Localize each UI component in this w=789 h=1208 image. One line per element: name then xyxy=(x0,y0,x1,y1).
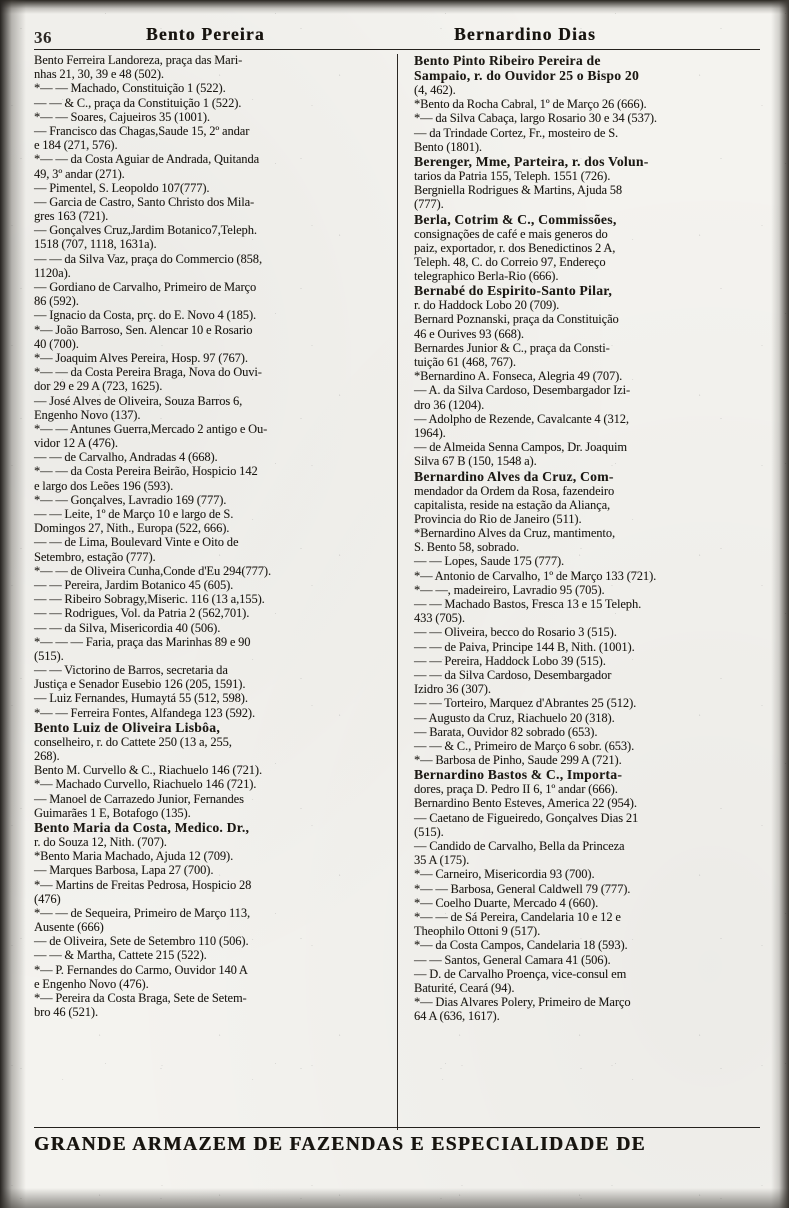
directory-entry-line: — Marques Barbosa, Lapa 27 (700). xyxy=(34,863,214,878)
directory-entry-line: Izidro 36 (307). xyxy=(414,682,491,697)
directory-entry-line: *— Coelho Duarte, Mercado 4 (660). xyxy=(414,895,599,910)
directory-entry-line: (515). xyxy=(414,824,444,839)
scan-edge-right xyxy=(771,0,789,1208)
directory-entry-line: — Barata, Ouvidor 82 sobrado (653). xyxy=(414,724,598,739)
running-head-left: Bento Pereira xyxy=(146,24,265,44)
directory-entry-line: — Francisco das Chagas,Saude 15, 2º andar xyxy=(34,123,250,138)
directory-entry-line: Justiça e Senador Eusebio 126 (205, 1591). xyxy=(34,677,246,692)
page-content xyxy=(34,22,760,1182)
directory-entry-line: consignações de café e mais generos do xyxy=(414,226,608,241)
directory-entry-line: paiz, exportador, r. dos Benedictinos 2 A, xyxy=(414,240,616,255)
directory-entry-line: Bento Maria da Costa, Medico. Dr., xyxy=(34,819,250,835)
directory-entry-line: *— — — Faria, praça das Marinhas 89 e 90 xyxy=(34,634,251,649)
directory-entry-line: — da Trindade Cortez, Fr., mosteiro de S. xyxy=(414,125,619,140)
directory-entry-line: *— — de Oliveira Cunha,Conde d'Eu 294(777). xyxy=(34,563,272,578)
directory-entry-line: *— Dias Alvares Polery, Primeiro de Março xyxy=(414,995,631,1010)
directory-entry-line: r. do Haddock Lobo 20 (709). xyxy=(414,298,560,313)
directory-entry-line: Domingos 27, Nith., Europa (522, 666). xyxy=(34,521,230,536)
directory-entry-line: e largo dos Leões 196 (593). xyxy=(34,478,174,493)
scan-edge-left xyxy=(0,0,26,1208)
directory-entry-line: gres 163 (721). xyxy=(34,209,109,224)
running-head-right: Bernardino Dias xyxy=(454,24,596,44)
directory-entry-line: *— Martins de Freitas Pedrosa, Hospicio 28 xyxy=(34,877,252,892)
directory-entry-line: Bento (1801). xyxy=(414,139,482,154)
directory-entry-line: Bento Luiz de Oliveira Lisbôa, xyxy=(34,719,221,735)
directory-entry-line: — — da Silva Cardoso, Desembargador xyxy=(414,667,612,682)
directory-entry-line: Berenger, Mme, Parteira, r. dos Volun- xyxy=(414,153,649,169)
directory-entry-line: *— da Silva Cabaça, largo Rosario 30 e 34 (537). xyxy=(414,111,657,126)
directory-entry-line: — — Pereira, Haddock Lobo 39 (515). xyxy=(414,653,606,668)
directory-entry-line: r. do Souza 12, Nith. (707). xyxy=(34,834,167,849)
directory-entry-line: — Caetano de Figueiredo, Gonçalves Dias 21 xyxy=(414,810,639,825)
directory-entry-line: 49, 3º andar (271). xyxy=(34,166,125,181)
directory-entry-line: *— Carneiro, Misericordia 93 (700). xyxy=(414,867,595,882)
directory-entry-line: — — Pereira, Jardim Botanico 45 (605). xyxy=(34,577,234,592)
directory-entry-line: *— Machado Curvello, Riachuelo 146 (721). xyxy=(34,777,257,792)
directory-entry-line: e 184 (271, 576). xyxy=(34,138,118,153)
directory-entry-line: — — Rodrigues, Vol. da Patria 2 (562,701). xyxy=(34,606,250,621)
directory-entry-line: 433 (705). xyxy=(414,611,465,626)
directory-entry-line: *— — Soares, Cajueiros 35 (1001). xyxy=(34,109,210,124)
directory-entry-line: 64 A (636, 1617). xyxy=(414,1009,500,1024)
directory-entry-line: *— — Barbosa, General Caldwell 79 (777). xyxy=(414,881,631,896)
directory-column-right xyxy=(397,54,760,1130)
directory-entry-line: — Luiz Fernandes, Humaytá 55 (512, 598). xyxy=(34,691,248,706)
directory-entry-line: 1518 (707, 1118, 1631a). xyxy=(34,237,157,252)
directory-entry-line: Guimarães 1 E, Botafogo (135). xyxy=(34,805,191,820)
directory-entry-line: *— João Barroso, Sen. Alencar 10 e Rosario xyxy=(34,322,253,337)
directory-entry-line: — — Victorino de Barros, secretaria da xyxy=(34,663,228,678)
scan-edge-bottom xyxy=(0,1188,789,1208)
directory-entry-line: Bernard Poznanski, praça da Constituição xyxy=(414,312,619,327)
page-header xyxy=(34,22,760,48)
directory-entry-line: — Pimentel, S. Leopoldo 107(777). xyxy=(34,180,210,195)
directory-column-left xyxy=(34,54,397,1130)
directory-entry-line: Bento M. Curvello & C., Riachuelo 146 (721). xyxy=(34,763,263,778)
directory-entry-line: Sampaio, r. do Ouvidor 25 o Bispo 20 xyxy=(414,68,640,83)
directory-entry-line: *— — de Sá Pereira, Candelaria 10 e 12 e xyxy=(414,909,621,924)
directory-entry-line: Setembro, estação (777). xyxy=(34,549,156,564)
directory-entry-line: *— Joaquim Alves Pereira, Hosp. 97 (767). xyxy=(34,350,248,365)
directory-entry-line: telegraphico Berla-Rio (666). xyxy=(414,269,559,284)
directory-entry-line: *— Antonio de Carvalho, 1º de Março 133 (721). xyxy=(414,568,657,583)
directory-entry-line: — Adolpho de Rezende, Cavalcante 4 (312, xyxy=(414,411,629,426)
directory-entry-line: (4, 462). xyxy=(414,83,456,97)
directory-entry-line: — — de Carvalho, Andradas 4 (668). xyxy=(34,450,218,465)
directory-entry-line: — — da Silva Vaz, praça do Commercio (858, xyxy=(34,251,262,266)
directory-entry-line: Bernardino Bento Esteves, America 22 (954). xyxy=(414,796,637,811)
directory-entry-line: *Bernardino Alves da Cruz, mantimento, xyxy=(414,526,616,541)
directory-entry-line: — D. de Carvalho Proença, vice-consul em xyxy=(414,966,627,981)
directory-entry-line: *— da Costa Campos, Candelaria 18 (593). xyxy=(414,938,628,953)
directory-entry-line: Bernardino Bastos & C., Importa- xyxy=(414,767,623,783)
directory-entry-line: — Ignacio da Costa, prç. do E. Novo 4 (185). xyxy=(34,308,257,323)
directory-entry-line: — Augusto da Cruz, Riachuelo 20 (318). xyxy=(414,710,615,725)
directory-entry-line: *— — Gonçalves, Lavradio 169 (777). xyxy=(34,492,227,507)
directory-entry-line: dores, praça D. Pedro II 6, 1º andar (666). xyxy=(414,782,618,797)
directory-entry-line: Provincia do Rio de Janeiro (511). xyxy=(414,511,582,526)
directory-entry-line: Bernardes Junior & C., praça da Consti- xyxy=(414,340,610,355)
footer-banner-text: GRANDE ARMAZEM DE FAZENDAS E ESPECIALIDADE DE xyxy=(34,1134,646,1155)
directory-entry-line: — Manoel de Carrazedo Junior, Fernandes xyxy=(34,791,244,806)
directory-entry-line: *— — Ferreira Fontes, Alfandega 123 (592). xyxy=(34,705,256,720)
directory-entry-line: capitalista, reside na estação da Aliança, xyxy=(414,497,611,512)
directory-entry-line: — — Torteiro, Marquez d'Abrantes 25 (512). xyxy=(414,696,637,711)
directory-entry-line: 1964). xyxy=(414,425,446,440)
directory-entry-line: — Garcia de Castro, Santo Christo dos Mila- xyxy=(34,194,255,209)
directory-entry-line: — — Ribeiro Sobragy,Miseric. 116 (13 a,155). xyxy=(34,592,265,607)
directory-entry-line: *— — da Costa Pereira Braga, Nova do Ouvi- xyxy=(34,365,262,380)
directory-entry-line: — — & C., praça da Constituição 1 (522). xyxy=(34,95,242,110)
directory-entry-line: nhas 21, 30, 39 e 48 (502). xyxy=(34,67,164,82)
directory-entry-line: 46 e Ourives 93 (668). xyxy=(414,326,524,341)
directory-entry-line: Bento Pinto Ribeiro Pereira de xyxy=(414,53,601,68)
directory-entry-line: — — & C., Primeiro de Março 6 sobr. (653). xyxy=(414,738,635,753)
directory-entry-line: Engenho Novo (137). xyxy=(34,407,141,422)
header-rule xyxy=(34,49,760,50)
directory-entry-line: (777). xyxy=(414,197,444,212)
directory-entry-line: Baturité, Ceará (94). xyxy=(414,980,515,995)
folio-number: 36 xyxy=(34,28,52,47)
directory-entry-line: 1120a). xyxy=(34,265,71,280)
directory-columns xyxy=(34,54,760,1130)
directory-entry-line: dor 29 e 29 A (723, 1625). xyxy=(34,379,163,394)
directory-entry-line: — — Leite, 1º de Março 10 e largo de S. xyxy=(34,507,234,521)
directory-entry-line: — — Santos, General Camara 41 (506). xyxy=(414,952,611,967)
directory-entry-line: *— — Machado, Constituição 1 (522). xyxy=(34,81,226,96)
directory-entry-line: *— — de Sequeira, Primeiro de Março 113, xyxy=(34,905,251,920)
directory-entry-line: Bento Ferreira Landoreza, praça das Mari- xyxy=(34,53,243,67)
directory-entry-line: (515). xyxy=(34,648,64,663)
directory-entry-line: Theophilo Ottoni 9 (517). xyxy=(414,924,541,939)
directory-entry-line: — José Alves de Oliveira, Souza Barros 6, xyxy=(34,393,243,408)
page-footer xyxy=(34,1127,760,1176)
directory-entry-line: *— — da Costa Aguiar de Andrada, Quitanda xyxy=(34,152,260,167)
directory-entry-line: *— Pereira da Costa Braga, Sete de Setem- xyxy=(34,991,247,1005)
directory-entry-line: — — Machado Bastos, Fresca 13 e 15 Teleph. xyxy=(414,597,642,611)
directory-entry-line: conselheiro, r. do Cattete 250 (13 a, 255, xyxy=(34,734,232,749)
directory-entry-line: — — da Silva, Misericordia 40 (506). xyxy=(34,620,221,635)
directory-entry-line: *Bento da Rocha Cabral, 1º de Março 26 (666). xyxy=(414,97,647,112)
directory-entry-line: — Candido de Carvalho, Bella da Princeza xyxy=(414,839,625,853)
directory-entry-line: Bernabé do Espirito-Santo Pilar, xyxy=(414,283,613,299)
directory-entry-line: S. Bento 58, sobrado. xyxy=(414,540,520,555)
directory-entry-line: tuição 61 (468, 767). xyxy=(414,355,516,369)
directory-entry-line: — Gordiano de Carvalho, Primeiro de Março xyxy=(34,280,257,294)
directory-entry-line: *Bento Maria Machado, Ajuda 12 (709). xyxy=(34,849,234,864)
directory-entry-line: — Gonçalves Cruz,Jardim Botanico7,Teleph. xyxy=(34,223,257,238)
directory-entry-line: *— Barbosa de Pinho, Saude 299 A (721). xyxy=(414,753,622,768)
directory-entry-line: Berla, Cotrim & C., Commissões, xyxy=(414,211,617,227)
directory-entry-line: Ausente (666) xyxy=(34,920,104,935)
directory-entry-line: Bernardino Alves da Cruz, Com- xyxy=(414,468,614,484)
directory-entry-line: (476) xyxy=(34,891,61,906)
directory-entry-line: — — de Paiva, Principe 144 B, Nith. (1001). xyxy=(414,639,635,654)
directory-entry-line: tarios da Patria 155, Teleph. 1551 (726). xyxy=(414,168,611,183)
directory-entry-line: — de Oliveira, Sete de Setembro 110 (506). xyxy=(34,934,249,949)
directory-entry-line: Bergniella Rodrigues & Martins, Ajuda 58 xyxy=(414,183,623,198)
directory-entry-line: *— — da Costa Pereira Beirão, Hospicio 142 xyxy=(34,464,258,479)
directory-entry-line: dro 36 (1204). xyxy=(414,397,485,412)
scan-edge-top xyxy=(0,0,789,14)
directory-entry-line: e Engenho Novo (476). xyxy=(34,976,149,991)
directory-entry-line: Teleph. 48, C. do Correio 97, Endereço xyxy=(414,254,606,269)
directory-entry-line: 35 A (175). xyxy=(414,853,470,868)
directory-entry-line: Silva 67 B (150, 1548 a). xyxy=(414,454,537,469)
directory-entry-line: — — Lopes, Saude 175 (777). xyxy=(414,554,565,569)
directory-entry-line: — de Almeida Senna Campos, Dr. Joaquim xyxy=(414,440,628,455)
directory-entry-line: — A. da Silva Cardoso, Desembargador Izi- xyxy=(414,383,631,398)
directory-entry-line: *Bernardino A. Fonseca, Alegria 49 (707). xyxy=(414,369,623,384)
directory-entry-line: mendador da Ordem da Rosa, fazendeiro xyxy=(414,483,615,498)
directory-entry-line: *— — Antunes Guerra,Mercado 2 antigo e Ou- xyxy=(34,421,268,436)
directory-entry-line: — — Oliveira, becco do Rosario 3 (515). xyxy=(414,625,617,640)
directory-entry-line: *— P. Fernandes do Carmo, Ouvidor 140 A xyxy=(34,962,248,977)
directory-entry-line: bro 46 (521). xyxy=(34,1005,98,1020)
directory-entry-line: 40 (700). xyxy=(34,336,79,351)
directory-entry-line: 268). xyxy=(34,749,60,763)
directory-entry-line: — — & Martha, Cattete 215 (522). xyxy=(34,948,207,963)
directory-entry-line: — — de Lima, Boulevard Vinte e Oito de xyxy=(34,535,239,550)
directory-entry-line: vidor 12 A (476). xyxy=(34,436,118,451)
directory-entry-line: *— —, madeireiro, Lavradio 95 (705). xyxy=(414,582,605,597)
directory-entry-line: 86 (592). xyxy=(34,294,79,309)
